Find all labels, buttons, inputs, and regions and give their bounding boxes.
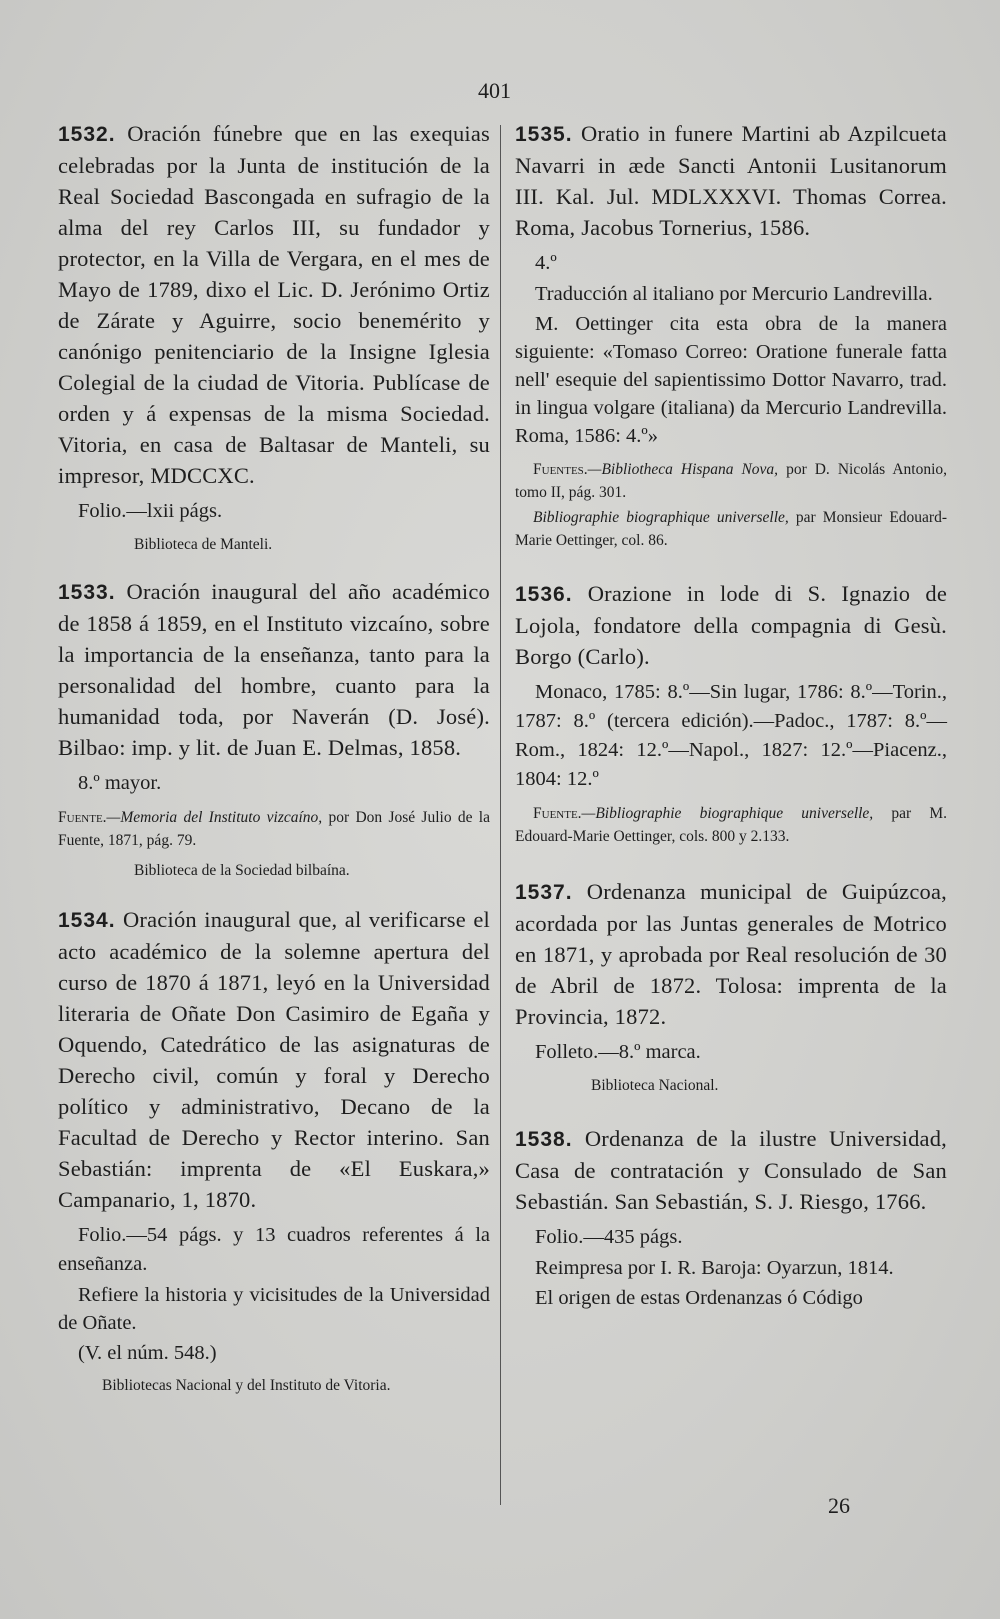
entry-number: 1538. <box>515 1128 573 1151</box>
signature-mark: 26 <box>828 1493 850 1518</box>
entry-1535 <box>515 118 947 552</box>
entry-number: 1535. <box>515 123 573 146</box>
source-details: por Don José Julio de la Fuente, 1871, pág. 79. <box>58 809 490 849</box>
left-column <box>58 118 490 1421</box>
entry-library: Biblioteca Nacional. <box>591 1077 719 1094</box>
entry-text <box>58 904 490 1215</box>
entry-1537 <box>515 876 947 1097</box>
entry-1533 <box>58 576 490 882</box>
source-label: Fuentes. <box>533 461 588 478</box>
entry-format: 8.º mayor. <box>78 772 162 794</box>
entry-description: Oración inaugural del año académico de 1858 á 1859, en el Instituto vizcaíno, sobre la importancia de la enseñanza, tanto para la personalidad del hombre, cuanto para la humanidad toda, por Naverán (D. José). Bilbao: imp. y lit. de Juan E. Delmas, 1858. <box>58 579 491 760</box>
entry-number: 1536. <box>515 583 573 606</box>
entry-note: Reimpresa por I. R. Baroja: Oyarzun, 1814. <box>535 1257 894 1279</box>
entry-number: 1534. <box>58 909 116 932</box>
entry-source <box>515 506 947 552</box>
entry-note: Traducción al italiano por Mercurio Landrevilla. <box>535 283 933 305</box>
entry-number: 1532. <box>58 123 116 146</box>
entry-text <box>515 118 947 243</box>
entry-text <box>515 876 947 1032</box>
entry-number: 1533. <box>58 581 116 604</box>
entry-note: Refiere la historia y vicisitudes de la Universidad de Oñate. <box>58 1284 490 1334</box>
entry-library: Biblioteca de la Sociedad bilbaína. <box>134 862 350 879</box>
column-divider <box>500 125 501 1505</box>
right-column <box>515 118 947 1336</box>
entry-text <box>515 1123 947 1217</box>
source-title: —Bibliographie biographique universelle, <box>581 805 874 822</box>
entry-library: Bibliotecas Nacional y del Instituto de Vitoria. <box>102 1377 391 1394</box>
entry-format: 4.º <box>535 252 557 274</box>
entry-library: Biblioteca de Manteli. <box>134 536 273 553</box>
entry-description: Oración fúnebre que en las exequias celebradas por la Junta de institución de la Real Sociedad Bascongada en sufragio de la alma del rey Carlos III, su fundador y protector, en la Villa de Vergara, en el mes de Mayo de 1789, dixo el Lic. D. Jerónimo Ortiz de Zárate y Aguirre, socio benemérito y canónigo penitenciario de la Insigne Iglesia Colegial de la ciudad de Vitoria. Publícase de orden y á expensas de la misma Sociedad. Vitoria, en casa de Baltasar de Manteli, su impresor, MDCCXC. <box>58 121 490 488</box>
source-details: par Monsieur Edouard-Marie Oettinger, col. 86. <box>515 509 948 549</box>
source-details: por D. Nicolás Antonio, tomo II, pág. 301. <box>515 461 947 501</box>
entry-note: El origen de estas Ordenanzas ó Código <box>535 1287 863 1309</box>
entry-text <box>515 578 947 672</box>
source-details: par M. Edouard-Marie Oettinger, cols. 800 y 2.133. <box>515 805 947 845</box>
entry-1538 <box>515 1123 947 1312</box>
entry-description: Oratio in funere Martini ab Azpilcueta Navarri in æde Sancti Antonii Lusitanorum III. Kal. Jul. MDLXXXVI. Thomas Correa. Roma, Jacobus Tornerius, 1586. <box>515 121 947 240</box>
entry-description: Oración inaugural que, al verificarse el acto académico de la solemne apertura del curso de 1870 á 1871, leyó en la Universidad literaria de Oñate Don Casimiro de Egaña y Oquendo, Catedrático de las asignaturas de Derecho civil, común y foral y Derecho político y administrativo, Decano de la Facultad de Derecho y Rector interino. San Sebastián: imprenta de «El Euskara,» Campanario, 1, 1870. <box>58 907 490 1212</box>
page-number: 401 <box>478 78 511 103</box>
source-label: Fuente. <box>58 809 107 826</box>
entry-format: Folio.—54 págs. y 13 cuadros referentes á la enseñanza. <box>58 1224 490 1275</box>
entry-format: Folleto.—8.º marca. <box>535 1041 701 1063</box>
entry-source <box>58 806 490 852</box>
entry-text <box>58 118 490 491</box>
entry-description: Orazione in lode di S. Ignazio de Lojola, fondatore della compagnia di Gesù. Borgo (Carlo). <box>515 581 948 669</box>
entry-1536 <box>515 578 947 848</box>
source-label: Fuente. <box>533 805 582 822</box>
entry-text <box>58 576 490 763</box>
entry-format: Monaco, 1785: 8.º—Sin lugar, 1786: 8.º—Torin., 1787: 8.º (tercera edición).—Padoc., 1787: 8.º—Rom., 1824: 12.º—Napol., 1827: 12.º—Piacenz., 1804: 12.º <box>515 681 947 790</box>
entry-source <box>515 458 947 504</box>
entry-cross-reference: (V. el núm. 548.) <box>78 1342 217 1364</box>
entry-number: 1537. <box>515 881 573 904</box>
source-title: Bibliographie biographique universelle, <box>533 509 789 526</box>
entry-description: Ordenanza municipal de Guipúzcoa, acordada por las Juntas generales de Motrico en 1871, y aprobada por Real resolución de 30 de Abril de 1872. Tolosa: imprenta de la Provincia, 1872. <box>515 879 948 1029</box>
entry-note: M. Oettinger cita esta obra de la manera siguiente: «Tomaso Correo: Oratione funerale fatta nell' esequie del sapientissimo Dottor Navarro, trad. in lingua volgare (italiana) da Mercurio Landrevilla. Roma, 1586: 4.º» <box>515 313 947 447</box>
entry-format: Folio.—435 págs. <box>535 1226 683 1248</box>
entry-source <box>515 802 947 848</box>
source-title: —Bibliotheca Hispana Nova, <box>587 461 779 478</box>
source-title: —Memoria del Instituto vizcaíno, <box>106 809 323 826</box>
entry-description: Ordenanza de la ilustre Universidad, Casa de contratación y Consulado de San Sebastián. San Sebastián, S. J. Riesgo, 1766. <box>515 1126 948 1214</box>
entry-format: Folio.—lxii págs. <box>78 500 223 522</box>
entry-1532 <box>58 118 490 556</box>
entry-1534 <box>58 904 490 1397</box>
